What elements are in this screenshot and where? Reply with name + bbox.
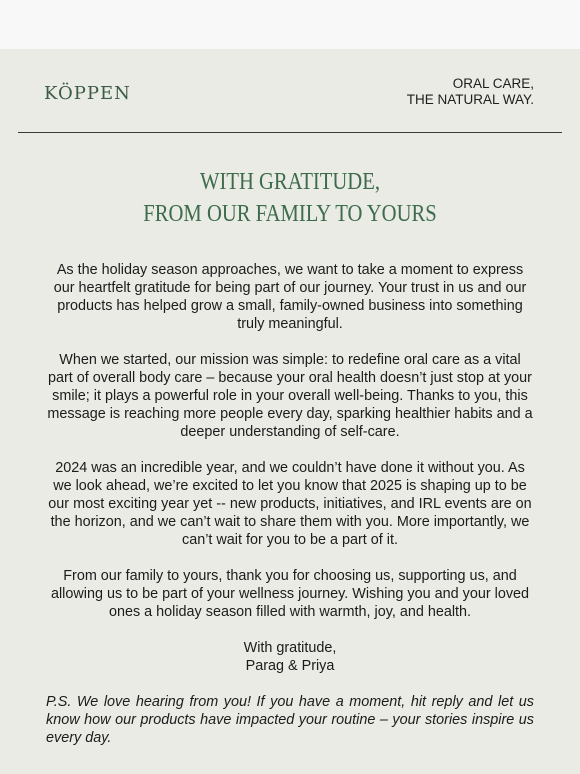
- paragraph-year-review: 2024 was an incredible year, and we couldn’t have done it without you. As we look ahead, we’re excited to let you know that 2025 is shaping up to be our most exciting year yet -- new products, initiatives, and IRL events are on the horizon, and we can’t wait to share them with you. More importantly, we can’t wait for you to be a part of it.: [48, 460, 532, 548]
- signoff: [46, 639, 534, 675]
- headline-line-2: FROM OUR FAMILY TO YOURS: [143, 201, 437, 227]
- paragraph-thanks: From our family to yours, thank you for choosing us, supporting us, and allowing us to be part of your wellness journey. Wishing you and your loved ones a holiday season filled with warmth, joy, and health.: [50, 568, 530, 620]
- postscript: P.S. We love hearing from you! If you have a moment, hit reply and let us know how our products have impacted your routine – your stories inspire us every day.: [46, 694, 534, 746]
- headline: [41, 166, 540, 230]
- paragraph-intro: As the holiday season approaches, we want to take a moment to express our heartfelt gratitude for being part of our journey. Your trust in us and our products has helped grow a small, family-owned business into something truly meaningful.: [53, 262, 527, 332]
- header-divider: [18, 132, 562, 133]
- headline-line-1: WITH GRATITUDE,: [199, 169, 380, 195]
- brand-logo[interactable]: KÖPPEN: [44, 83, 131, 104]
- paragraph-mission: When we started, our mission was simple: to redefine oral care as a vital part of overall body care – because your oral health doesn’t just stop at your smile; it plays a powerful role in your overall well-being. Thanks to you, this message is reaching more people every day, sparking healthier habits and a deeper understanding of self-care.: [47, 352, 533, 440]
- tagline-line-1: ORAL CARE,: [452, 76, 534, 91]
- tagline-line-2: THE NATURAL WAY.: [406, 92, 534, 107]
- letter-body: [46, 261, 534, 765]
- top-strip: [0, 0, 580, 49]
- signoff-names: Parag & Priya: [245, 658, 335, 674]
- email-card: [0, 49, 580, 774]
- email-header: [0, 49, 580, 131]
- brand-tagline: [407, 76, 534, 108]
- signoff-line-1: With gratitude,: [243, 640, 337, 656]
